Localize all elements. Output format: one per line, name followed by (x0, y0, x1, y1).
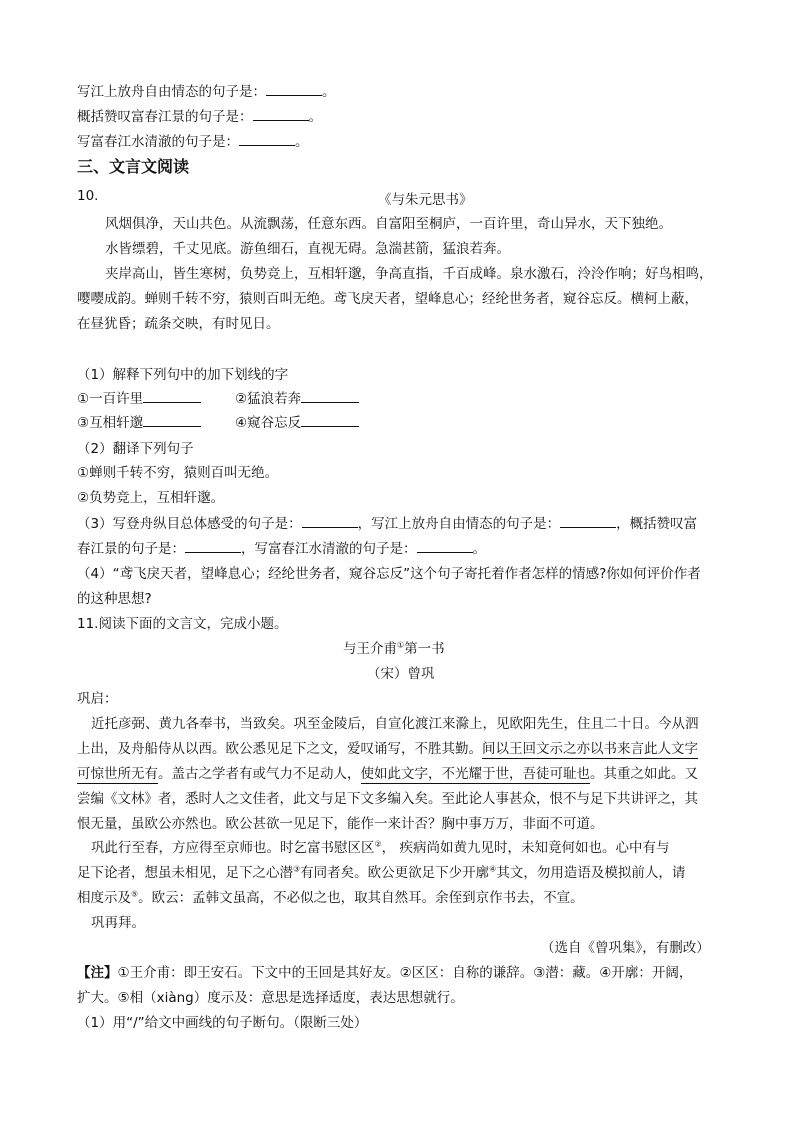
answer-blank[interactable] (253, 108, 309, 121)
passage-line: 嘤嘤成韵。蝉则千转不穷，猿则百叫无绝。鸢飞戾天者，望峰息心；经纶世务者，窥谷忘反。横柯上蔽， (77, 291, 698, 307)
footnote-mark: ③ (293, 864, 301, 874)
closing: 巩再拜。 (91, 915, 145, 931)
footnote-mark: ① (397, 640, 405, 650)
passage-line (77, 762, 698, 782)
word-item (235, 387, 359, 407)
footnote-mark: ② (374, 839, 382, 849)
notes-line (77, 961, 692, 981)
answer-blank[interactable] (185, 540, 241, 553)
fill-line-3 (77, 130, 309, 150)
passage-line: 恨无量，虽欧公亦然也。欧公甚欲一见足下，能作一来计否？胸中事万万，非面不可道。 (77, 816, 604, 832)
word-text: ③互相轩邈 (77, 415, 144, 431)
period: 。 (295, 134, 309, 150)
word-item (77, 411, 201, 431)
passage-line: 近托彦弼、黄九各奉书，当致矣。巩至金陵后，自宣化渡江来滁上，见欧阳先生，住且二十日。今从泗 (91, 716, 699, 732)
section-heading: 三、文言文阅读 (77, 157, 190, 176)
q-text: 。 (472, 541, 486, 557)
question-intro: 11.阅读下面的文言文，完成小题。 (77, 616, 288, 632)
plain-text: 。其重之如此。又 (590, 766, 698, 782)
note-text: ①王介甫：即王安石。下文中的王回是其好友。②区区：自称的谦辞。③潜：藏。④开廓：开阔， (117, 965, 693, 981)
answer-blank[interactable] (301, 390, 359, 403)
fill-line-1 (77, 80, 336, 100)
sub-question-1: （1）解释下列句中的加下划线的字 (77, 367, 289, 383)
passage-line (77, 737, 698, 757)
plain-text: 足下论者，想虽未相见，足下之心潜 (77, 865, 293, 881)
sub-question-3-cont (77, 537, 486, 557)
passage-line: 尝编《文林》者，悉时人之文佳者，此文与足下文多编入矣。至此论人事甚众，恨不与足下共讲评之，其 (77, 791, 698, 807)
line-text: 写江上放舟自由情态的句子是： (77, 84, 266, 100)
q-text: ，概括赞叹富 (616, 516, 698, 532)
sub-question-4-cont: 的这种思想? (77, 591, 152, 607)
sub-question-2: （2）翻译下列句子 (77, 441, 194, 457)
title-text: 与王介甫 (343, 641, 397, 657)
notes-line: 扩大。⑤相（xiàng）度示及：意思是选择适度，表达思想就行。 (77, 990, 464, 1006)
answer-blank[interactable] (417, 540, 473, 553)
passage-title (343, 637, 445, 657)
plain-text: 其文，勿用造语及模拟前人，请 (496, 865, 686, 881)
q-text: ，写江上放舟自由情态的句子是： (357, 516, 561, 532)
sub-question-3 (77, 512, 697, 532)
source-note: （选自《曾巩集》，有删改） (541, 940, 710, 956)
word-text: ①一百许里 (77, 391, 144, 407)
passage-line (77, 861, 685, 881)
plain-text: 上出，及舟船侍从以西。欧公悉见足下之文，爱叹诵写，不胜其勤。 (77, 741, 482, 757)
answer-blank[interactable] (301, 414, 359, 427)
answer-blank[interactable] (302, 515, 358, 528)
answer-blank[interactable] (239, 133, 295, 146)
passage-line: 风烟俱净，天山共色。从流飘荡，任意东西。自富阳至桐庐，一百许里，奇山异水，天下独绝。 (105, 216, 672, 232)
question-number: 10. (77, 188, 99, 204)
underlined-sentence: 可惊世所无有 (77, 766, 158, 782)
passage-line: 水皆缥碧，千丈见底。游鱼细石，直视无碍。急湍甚箭，猛浪若奔。 (105, 241, 510, 257)
fill-line-2 (77, 105, 322, 125)
plain-text: ， 疾病尚如黄九见时，未知竟何如也。心中有与 (381, 840, 670, 856)
period: 。 (308, 109, 322, 125)
answer-blank[interactable] (143, 390, 201, 403)
plain-text: 。盖古之学者有或气力不足动人， (158, 766, 361, 782)
passage-title: 《与朱元思书》 (378, 192, 473, 208)
word-item (77, 387, 201, 407)
q-text: ，写富春江水清澈的句子是： (241, 541, 417, 557)
passage-line: 在昼犹昏；疏条交映，有时见日。 (77, 316, 280, 332)
sentence-item: ②负势竞上，互相轩邈。 (77, 490, 225, 506)
q-text: （3）写登舟纵目总体感受的句子是： (77, 516, 302, 532)
plain-text: 巩此行至春，方应得至京师也。时乞富书慰区区 (91, 840, 375, 856)
passage-line: 夹岸高山，皆生寒树，负势竞上，互相轩邈，争高直指，千百成峰。泉水激石，泠泠作响；好鸟相鸣， (105, 266, 713, 282)
answer-blank[interactable] (560, 515, 616, 528)
line-text: 概括赞叹富春江景的句子是： (77, 109, 253, 125)
q-text: 春江景的句子是： (77, 541, 185, 557)
footnote-mark: ④ (489, 864, 497, 874)
word-text: ④窥谷忘反 (235, 415, 302, 431)
plain-text: 相度示及 (77, 890, 131, 906)
note-label: 【注】 (77, 965, 118, 981)
line-text: 写富春江水清澈的句子是： (77, 134, 239, 150)
greeting: 巩启： (77, 691, 118, 707)
plain-text: 有同者矣。欧公更欲足下少开廓 (300, 865, 490, 881)
title-text: 第一书 (404, 641, 445, 657)
underlined-sentence: 间以王回文示之亦以书来言此人文字 (482, 741, 698, 757)
underlined-sentence: 使如此文字，不光耀于世，吾徒可耻也 (360, 766, 590, 782)
passage-line (91, 836, 669, 856)
passage-line (77, 886, 584, 906)
footnote-mark: ⑤ (131, 889, 139, 899)
answer-blank[interactable] (143, 414, 201, 427)
author: （宋）曾巩 (367, 666, 435, 682)
answer-blank[interactable] (266, 83, 322, 96)
period: 。 (322, 84, 336, 100)
word-text: ②猛浪若奔 (235, 391, 302, 407)
word-item (235, 411, 359, 431)
sentence-item: ①蝉则千转不穷，猿则百叫无绝。 (77, 465, 279, 481)
plain-text: 。欧云：孟韩文虽高，不必似之也，取其自然耳。余侄到京作书去，不宣。 (138, 890, 584, 906)
sub-question-1: （1）用“/”给文中画线的句子断句。（限断三处） (77, 1015, 368, 1031)
sub-question-4: （4）“鸢飞戾天者，望峰息心；经纶世务者，窥谷忘反”这个句子寄托着作者怎样的情感?你如何评价作者 (77, 566, 701, 582)
